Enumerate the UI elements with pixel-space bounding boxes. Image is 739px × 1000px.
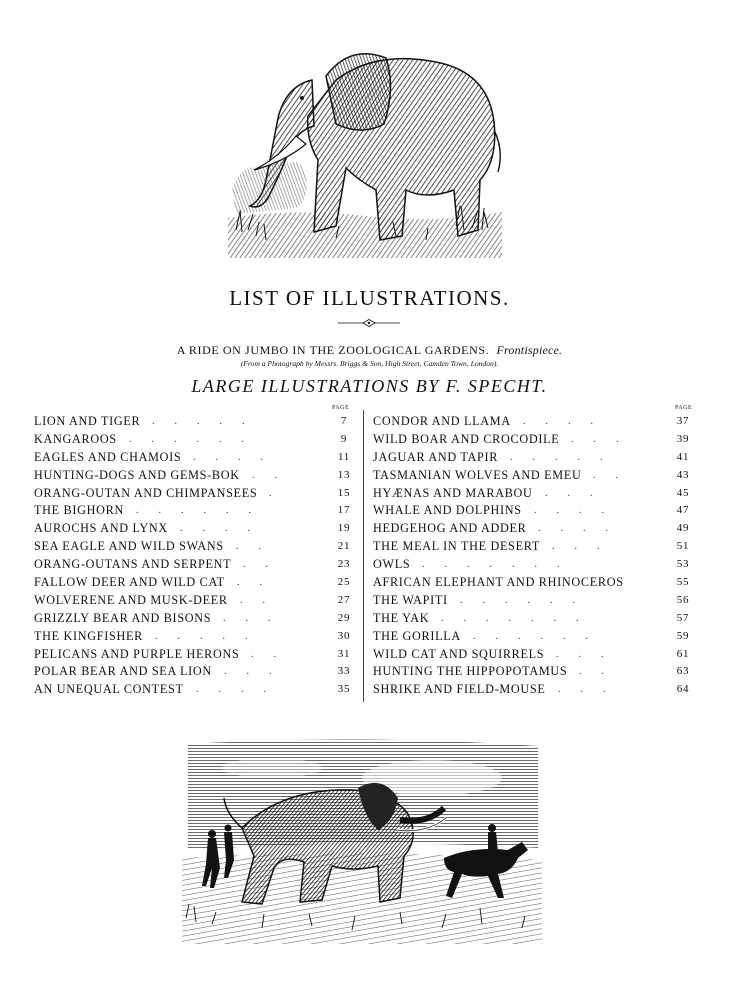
page-number: 45 (676, 486, 690, 499)
elephant-engraving (226, 40, 504, 258)
leader-dots: . . . . (180, 523, 250, 535)
photo-credit: (From a Photograph by Messrs. Briggs & Son, High Street, Camden Town, London). (240, 359, 499, 368)
page-number: 25 (337, 576, 351, 589)
page-number: 57 (676, 611, 690, 624)
illustration-title: AUROCHS AND LYNX (34, 521, 168, 536)
page-number: 9 (340, 432, 348, 445)
leader-dots: . . . . (534, 505, 604, 517)
page-number: 49 (676, 522, 690, 535)
illustration-title: THE MEAL IN THE DESERT (373, 539, 540, 554)
illustration-title: HEDGEHOG AND ADDER (373, 521, 527, 536)
list-item (373, 628, 693, 646)
leader-dots: . . . (223, 612, 271, 624)
leader-dots: . . . . . . (473, 630, 588, 642)
illustration-title: TASMANIAN WOLVES AND EMEU (373, 467, 582, 482)
leader-dots: . . . . (196, 684, 266, 696)
illustration-list-right (373, 413, 693, 699)
page-number: 39 (676, 432, 690, 445)
list-item (34, 610, 354, 628)
illustration-title: THE WAPITI (373, 592, 448, 607)
illustration-title: PELICANS AND PURPLE HERONS (34, 646, 240, 661)
illustration-title: SEA EAGLE AND WILD SWANS (34, 539, 224, 554)
leader-dots: . . . (556, 648, 604, 660)
list-item (373, 467, 693, 485)
frontispiece-text: A RIDE ON JUMBO IN THE ZOOLOGICAL GARDENS. (176, 343, 490, 357)
illustration-title: THE BIGHORN (34, 503, 124, 518)
leader-dots: . . (579, 666, 604, 678)
list-item (34, 538, 354, 556)
leader-dots: . . (240, 594, 265, 606)
list-item (34, 485, 354, 503)
page-number: 61 (676, 647, 690, 660)
page-number: 13 (337, 468, 351, 481)
leader-dots: . . (243, 559, 268, 571)
page-number: 47 (676, 504, 690, 517)
page-number: 27 (337, 593, 351, 606)
leader-dots: . . . (552, 541, 600, 553)
illustration-title: THE GORILLA (373, 628, 461, 643)
elephant-hunt-engraving (182, 738, 542, 944)
leader-dots: . . . . . . (460, 594, 575, 606)
list-item (373, 646, 693, 664)
leader-dots: . . (593, 469, 618, 481)
page-number: 21 (337, 540, 351, 553)
illustration-title: POLAR BEAR AND SEA LION (34, 664, 212, 679)
leader-dots: . . . (571, 433, 619, 445)
list-item (34, 413, 354, 431)
illustration-title: THE YAK (373, 610, 430, 625)
list-item (373, 556, 693, 574)
page-number: 17 (337, 504, 351, 517)
leader-dots: . . . (558, 684, 606, 696)
illustration-title: HYÆNAS AND MARABOU (373, 485, 533, 500)
illustration-list-left (34, 413, 354, 699)
illustration-title: WOLVERENE AND MUSK-DEER (34, 592, 228, 607)
page-number: 19 (337, 522, 351, 535)
illustration-title: GRIZZLY BEAR AND BISONS (34, 610, 212, 625)
leader-dots: . . (251, 648, 276, 660)
page-column-heading-right: PAGE (675, 405, 693, 411)
list-item (373, 574, 693, 592)
leader-dots: . . (252, 469, 277, 481)
ornament-divider-icon (336, 318, 402, 328)
illustration-title: OWLS (373, 557, 411, 572)
page-number: 33 (337, 665, 351, 678)
illustration-title: THE KINGFISHER (34, 628, 143, 643)
list-item (373, 520, 693, 538)
page-number: 15 (337, 486, 351, 499)
page-number: 51 (676, 540, 690, 553)
leader-dots: . . . (224, 666, 272, 678)
list-item (373, 538, 693, 556)
frontispiece-label: Frontispiece. (496, 343, 563, 357)
page-number: 37 (676, 415, 690, 427)
illustration-title: ORANG-OUTAN AND CHIMPANSEES (34, 485, 258, 500)
list-item (34, 592, 354, 610)
leader-dots: . (269, 487, 272, 499)
list-item (373, 413, 693, 431)
illustration-title: FALLOW DEER AND WILD CAT (34, 575, 225, 590)
page-number: 41 (676, 450, 690, 463)
illustration-title: ORANG-OUTANS AND SERPENT (34, 557, 232, 572)
list-item (34, 556, 354, 574)
page-number: 29 (337, 611, 351, 624)
list-item (34, 502, 354, 520)
list-item (34, 449, 354, 467)
list-item (34, 646, 354, 664)
list-item (34, 574, 354, 592)
list-item (34, 467, 354, 485)
leader-dots: . . . . . (510, 451, 603, 463)
leader-dots: . . . . (523, 416, 593, 427)
leader-dots: . . (237, 577, 262, 589)
page-number: 30 (337, 629, 351, 642)
page-number: 23 (337, 558, 351, 571)
illustration-title: WILD CAT AND SQUIRRELS (373, 646, 545, 661)
list-item (373, 431, 693, 449)
list-item (373, 663, 693, 681)
illustration-title: LION AND TIGER (34, 414, 141, 428)
page-column-heading-left: PAGE (332, 405, 350, 411)
section-subtitle: LARGE ILLUSTRATIONS BY F. SPECHT. (191, 376, 548, 396)
page-number: 56 (676, 593, 690, 606)
page-number: 7 (340, 415, 348, 427)
page-number: 11 (338, 450, 350, 463)
page-number: 64 (676, 683, 690, 696)
illustration-title: WHALE AND DOLPHINS (373, 503, 522, 518)
list-item (373, 610, 693, 628)
list-item (34, 663, 354, 681)
list-item (34, 520, 354, 538)
column-divider (363, 410, 364, 702)
page-number: 59 (676, 629, 690, 642)
leader-dots: . . . . . (155, 630, 248, 642)
list-item (373, 485, 693, 503)
leader-dots: . . . . . . . (441, 612, 579, 624)
list-item (373, 502, 693, 520)
list-item (373, 681, 693, 699)
leader-dots: . . . . . . (136, 505, 251, 517)
leader-dots: . . . . . . . (422, 559, 560, 571)
illustration-title: SHRIKE AND FIELD-MOUSE (373, 682, 546, 697)
list-item (34, 431, 354, 449)
page-title: LIST OF ILLUSTRATIONS. (229, 286, 510, 310)
page-number: 35 (337, 683, 351, 696)
illustration-title: JAGUAR AND TAPIR (373, 449, 499, 464)
frontispiece-line (0, 343, 739, 358)
leader-dots: . . (236, 541, 261, 553)
illustration-title: HUNTING-DOGS AND GEMS-BOK (34, 467, 240, 482)
list-item (373, 592, 693, 610)
illustration-title: AFRICAN ELEPHANT AND RHINOCEROS (373, 575, 624, 590)
illustration-title: CONDOR AND LLAMA (373, 414, 511, 428)
list-item (34, 681, 354, 699)
page-number: 55 (676, 576, 690, 589)
list-item (373, 449, 693, 467)
leader-dots: . . . . (193, 451, 263, 463)
illustration-title: EAGLES AND CHAMOIS (34, 449, 182, 464)
list-item (34, 628, 354, 646)
page-number: 63 (676, 665, 690, 678)
illustration-title: KANGAROOS (34, 431, 117, 446)
illustration-title: AN UNEQUAL CONTEST (34, 682, 184, 697)
leader-dots: . . . (545, 487, 593, 499)
illustration-title: WILD BOAR AND CROCODILE (373, 431, 560, 446)
leader-dots: . . . . (538, 523, 608, 535)
page-number: 53 (676, 558, 690, 571)
leader-dots: . . . . . (152, 416, 245, 427)
page-number: 31 (337, 647, 351, 660)
illustration-title: HUNTING THE HIPPOPOTAMUS (373, 664, 568, 679)
page-number: 43 (676, 468, 690, 481)
leader-dots: . . . . . . (129, 433, 244, 445)
